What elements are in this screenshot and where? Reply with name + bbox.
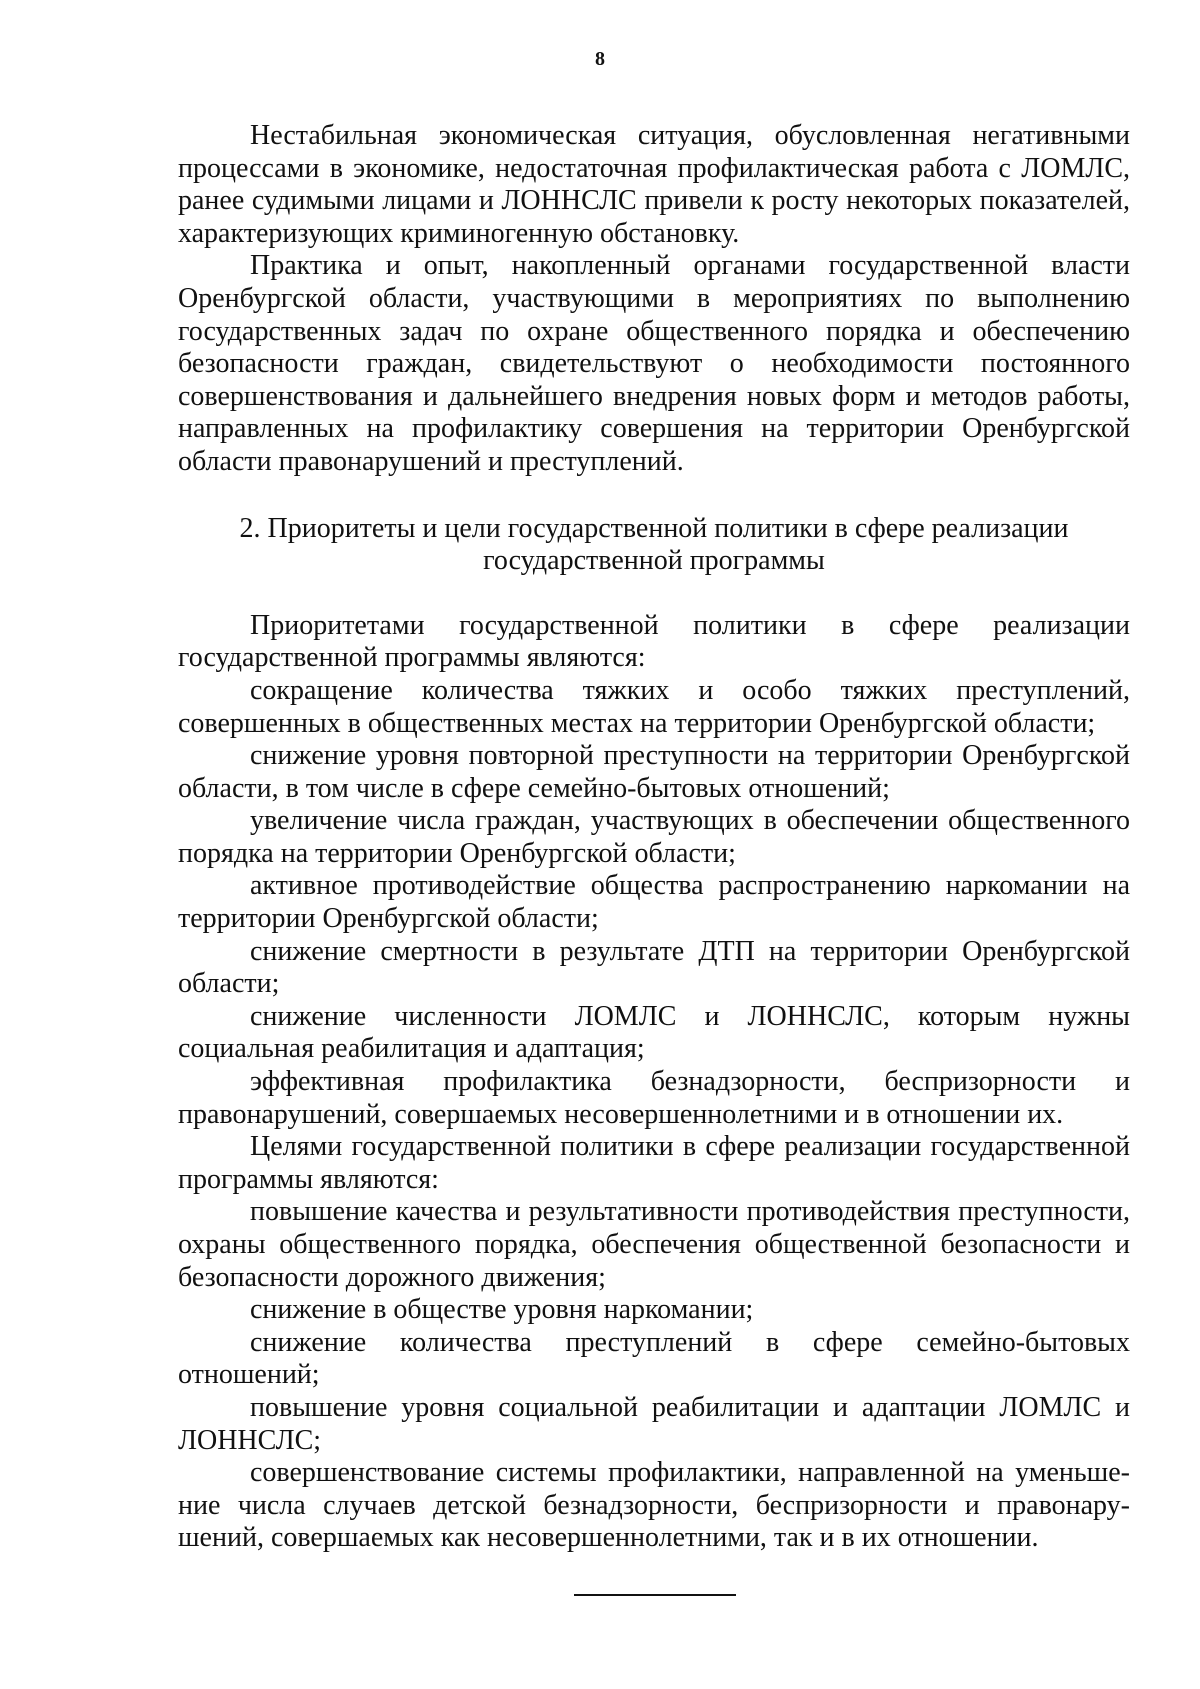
goal-item-1: повышение качества и результативности противодействия преступности, охраны общественного порядка, обеспечения общественной безопасности и безопасности дорожного движения;	[178, 1196, 1130, 1293]
priority-item-5: снижение смертности в результате ДТП на территории Оренбургской области;	[178, 935, 1130, 1000]
goal-item-4: повышение уровня социальной реабилитации и адаптации ЛОМЛС и ЛОННСЛС;	[178, 1391, 1130, 1456]
priority-item-4: активное противодействие общества распространению наркомании на территории Оренбургской области;	[178, 870, 1130, 935]
priorities-intro: Приоритетами государственной политики в сфере реализации государственной программы являются:	[178, 609, 1130, 674]
goal-item-3: снижение количества преступлений в сфере семейно-бытовых отношений;	[178, 1326, 1130, 1391]
page-number: 8	[595, 48, 605, 70]
intro-paragraph-1: Нестабильная экономическая ситуация, обусловленная негативными процессами в экономике, недостаточная профилактическая работа с ЛОМЛС, ранее судимыми лицами и ЛОННСЛС привели к росту некоторых показателей, характеризующих криминогенную обстановку.	[178, 120, 1130, 249]
section-heading	[178, 513, 1130, 578]
priority-item-6: снижение численности ЛОМЛС и ЛОННСЛС, которым нужны социальная реабилитация и адаптация;	[178, 1000, 1130, 1065]
priority-item-3: увеличение числа граждан, участвующих в обеспечении общественного порядка на территории Оренбургской области;	[178, 805, 1130, 869]
intro-paragraph-2: Практика и опыт, накопленный органами государственной власти Оренбургской области, участвующими в мероприятиях по выполнению государственных задач по охране общественного порядка и обеспечению безопасности граждан, свидетельствуют о необходимости постоянного совершенствования и дальнейшего внедрения новых форм и методов работы, направленных на профилактику совершения на территории Оренбургской области правонарушений и преступлений.	[178, 250, 1130, 477]
priority-item-1: сокращение количества тяжких и особо тяжких преступлений, совершенных в общественных местах на территории Оренбургской области;	[178, 674, 1130, 739]
section-heading-line-2: государственной программы	[483, 545, 825, 577]
priority-item-2: снижение уровня повторной преступности на территории Оренбургской области, в том числе в сфере семейно-бытовых отношений;	[178, 740, 1130, 804]
goal-item-2: снижение в обществе уровня наркомании;	[250, 1294, 754, 1326]
document-body	[178, 120, 1130, 1555]
goal-item-5: совершенствование системы профилактики, направленной на уменьшение числа случаев детской безнадзорности, беспризорности и правонарушений, совершаемых как несовершеннолетними, так и в их отношении.	[178, 1457, 1130, 1554]
section-heading-line-1: 2. Приоритеты и цели государственной политики в сфере реализации	[239, 512, 1069, 544]
goals-intro: Целями государственной политики в сфере реализации государственной программы являются:	[178, 1131, 1130, 1195]
end-of-section-line	[574, 1594, 736, 1596]
priority-item-7: эффективная профилактика безнадзорности, беспризорности и правонарушений, совершаемых несовершеннолетними и в отношении их.	[178, 1066, 1130, 1130]
